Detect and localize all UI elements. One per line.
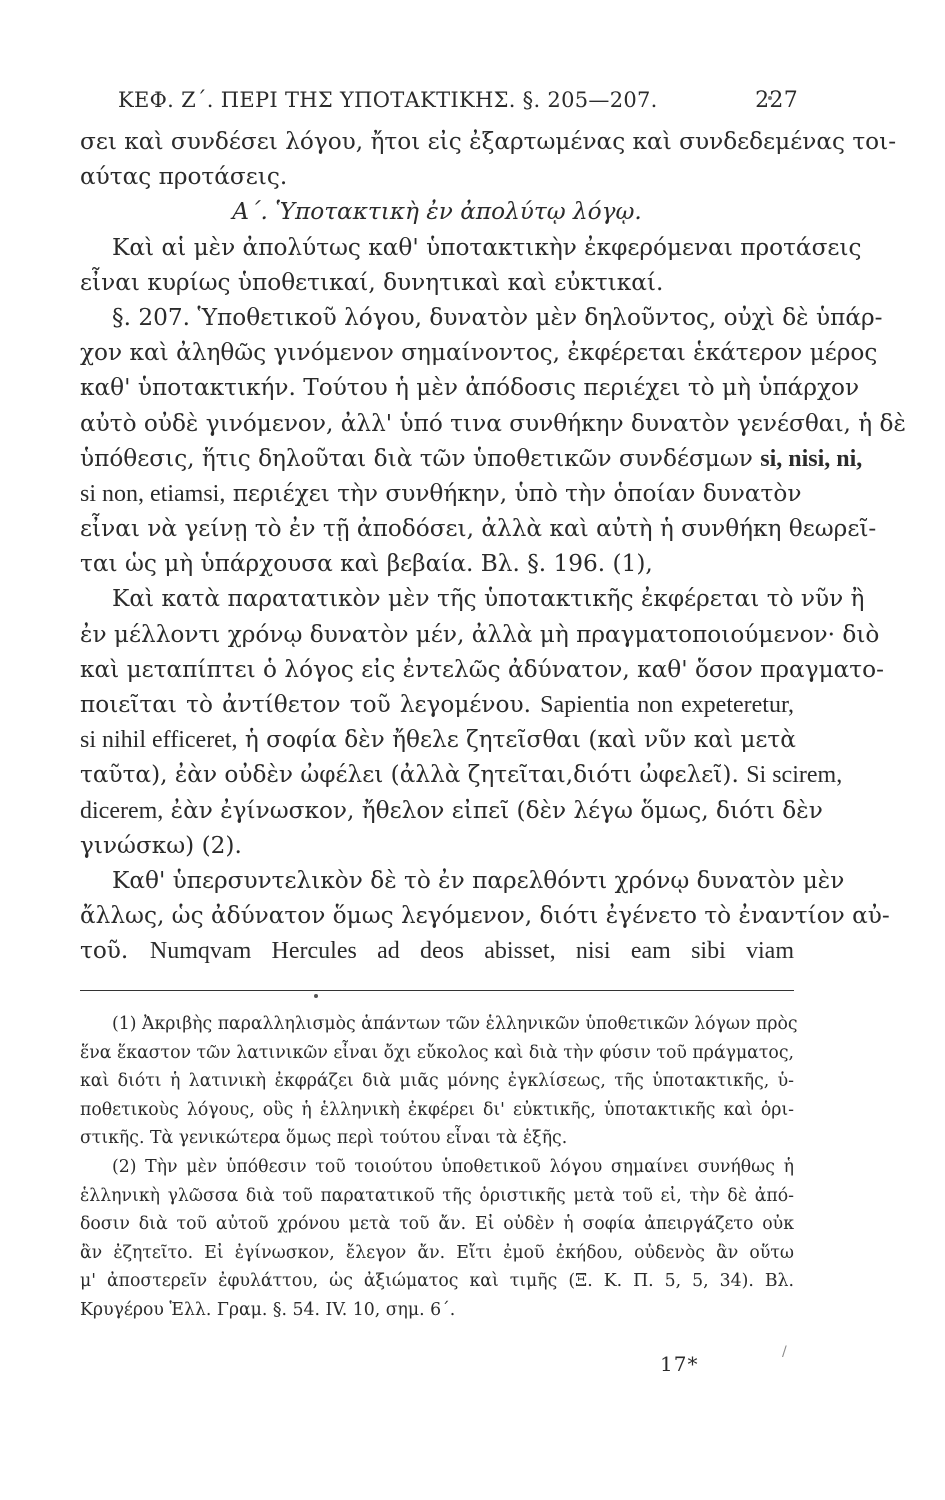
page-number: 227 <box>755 88 798 113</box>
footnote-line: (1) Ἀκριβὴς παραλληλισμὸς ἁπάντων τῶν ἑλληνικῶν ὑποθετικῶν λόγων πρὸς <box>112 1014 798 1034</box>
greek-text: ὑπόθεσις, ἥτις δηλοῦται διὰ τῶν ὑποθετικῶν συνδέσμων <box>80 444 753 472</box>
text-line: αύτας προτάσεις. <box>80 163 288 191</box>
text-line <box>80 722 794 757</box>
text-line <box>80 687 794 722</box>
footnote-line: μ' ἀποστερεῖν ἐφυλάττου, ὡς ἀξιώματος καὶ τιμῆς (Ξ. Κ. Π. 5, 5, 34). Βλ. <box>80 1271 794 1292</box>
text-line <box>80 793 823 828</box>
text-line <box>80 476 802 511</box>
greek-text: περιέχει τὴν συνθήκην, ὑπὸ τὴν ὁποίαν δυνατὸν <box>232 479 802 507</box>
latin-text: Numqvam Hercules ad deos abisset, nisi eam sibi viam <box>149 938 795 965</box>
ink-speck <box>314 994 318 998</box>
signature-mark: 17* <box>660 1352 699 1376</box>
text-line: χον καὶ ἀληθῶς γινόμενον σημαίνοντος, ἐκφέρεται ἑκάτερον μέρος <box>80 339 878 367</box>
latin-text: dicerem, <box>80 797 164 824</box>
latin-text: Sapientia non expeteretur, <box>540 692 795 718</box>
greek-text: ἡ σοφία δὲν ἤθελε ζητεῖσθαι (καὶ νῦν καὶ μετὰ <box>244 726 796 754</box>
text-line: καὶ μεταπίπτει ὁ λόγος εἰς ἐντελῶς ἀδύνατον, καθ' ὅσον πραγματο- <box>80 655 884 683</box>
text-line <box>80 757 843 792</box>
footnote-line: ἑλληνικὴ γλῶσσα διὰ τοῦ παρατατικοῦ τῆς ὁριστικῆς μετὰ τοῦ εἰ, τὴν δὲ ἀπό- <box>80 1185 794 1206</box>
latin-text: si, nisi, ni, <box>760 445 863 472</box>
footnotes <box>80 1010 798 1325</box>
greek-text: ταῦτα), ἐὰν οὐδὲν ὠφέλει (ἀλλὰ ζητεῖται,διότι ὠφελεῖ). <box>80 761 739 789</box>
footnote-line: καὶ διότι ἡ λατινικὴ ἐκφράζει διὰ μιᾶς μόνης ἐγκλίσεως, τῆς ὑποτακτικῆς, ὑ- <box>80 1071 794 1092</box>
text-line: §. 207. Ὑποθετικοῦ λόγου, δυνατὸν μὲν δηλοῦντος, οὐχὶ δὲ ὑπάρ- <box>112 303 883 331</box>
text-line: αὐτὸ οὐδὲ γινόμενον, ἀλλ' ὑπό τινα συνθήκην δυνατὸν γενέσθαι, ἡ δὲ <box>80 409 906 437</box>
text-line: γινώσκω) (2). <box>80 831 242 859</box>
section-heading: Α΄. Ὑποτακτικὴ ἐν ἀπολύτῳ λόγῳ. <box>232 198 642 226</box>
footnote-line: (2) Τὴν μὲν ὑπόθεσιν τοῦ τοιούτου ὑποθετικοῦ λόγου σημαίνει συνήθως ἡ <box>112 1156 794 1177</box>
latin-text: si non, etiamsi, <box>80 480 226 507</box>
text-line <box>80 441 863 476</box>
greek-text: τοῦ. <box>80 937 129 965</box>
text-line: Καὶ κατὰ παρατατικὸν μὲν τῆς ὑποτακτικῆς ἐκφέρεται τὸ νῦν ἢ <box>112 585 865 613</box>
text-line: ἄλλως, ὡς ἀδύνατον ὅμως λεγόμενον, διότι ἐγένετο τὸ ἐναντίον αὐ- <box>80 902 890 930</box>
pencil-mark: / <box>782 1344 787 1360</box>
footnote-divider <box>80 990 794 991</box>
text-line <box>80 933 794 968</box>
text-line: εἶναι κυρίως ὑποθετικαί, δυνητικαὶ καὶ εὐκτικαί. <box>80 268 664 296</box>
text-line: σει καὶ συνδέσει λόγου, ἤτοι εἰς ἐξαρτωμένας καὶ συνδεδεμένας τοι- <box>80 128 897 155</box>
text-line: ἐν μέλλοντι χρόνῳ δυνατὸν μέν, ἀλλὰ μὴ πραγματοποιούμενον· διὸ <box>80 620 880 648</box>
greek-text: ποιεῖται τὸ ἀντίθετον τοῦ λεγομένου. <box>80 691 531 718</box>
text-line: ται ὡς μὴ ὑπάρχουσα καὶ βεβαία. Βλ. §. 196. (1), <box>80 550 653 578</box>
latin-text: Si scirem, <box>746 762 843 789</box>
footnote-line: Κρυγέρου Ἑλλ. Γραμ. §. 54. IV. 10, σημ. 6΄. <box>80 1299 456 1320</box>
text-line: Καθ' ὑπερσυντελικὸν δὲ τὸ ἐν παρελθόντι χρόνῳ δυνατὸν μὲν <box>112 866 845 894</box>
footnote-line: ἂν ἐζητεῖτο. Εἰ ἐγίνωσκον, ἔλεγον ἄν. Εἴτι ἐμοῦ ἐκήδου, οὐδενὸς ἂν οὕτω <box>80 1242 794 1263</box>
text-line: Καὶ αἱ μὲν ἀπολύτως καθ' ὑποτακτικὴν ἐκφερόμεναι προτάσεις <box>112 233 862 261</box>
main-text <box>80 124 906 969</box>
footnote-line: ἕνα ἕκαστον τῶν λατινικῶν εἶναι ὄχι εὔκολος καὶ διὰ τὴν φύσιν τοῦ πράγματος, <box>80 1042 794 1063</box>
footnote-line: δοσιν διὰ τοῦ αὐτοῦ χρόνου μετὰ τοῦ ἄν. Εἰ οὐδὲν ἡ σοφία ἀπειργάζετο οὐκ <box>80 1214 794 1235</box>
running-header <box>118 88 798 118</box>
footnote-line: στικῆς. Τὰ γενικώτερα ὅμως περὶ τούτου εἶναι τὰ ἑξῆς. <box>80 1128 568 1149</box>
latin-text: si nihil efficeret, <box>80 727 238 754</box>
greek-text: ἐὰν ἐγίνωσκον, ἤθελον εἰπεῖ (δὲν λέγω ὅμως, διότι δὲν <box>170 796 823 824</box>
running-title: ΚΕΦ. Ζ΄. ΠΕΡΙ ΤΗΣ ΥΠΟΤΑΚΤΙΚΗΣ. §. 205—207. <box>118 88 658 112</box>
text-line: εἶναι νὰ γείνῃ τὸ ἐν τῇ ἀποδόσει, ἀλλὰ καὶ αὐτὴ ἡ συνθήκη θεωρεῖ- <box>80 515 877 543</box>
footnote-line: ποθετικοὺς λόγους, οὓς ἡ ἑλληνικὴ ἐκφέρει δι' εὐκτικῆς, ὑποτακτικῆς καὶ ὁρι- <box>80 1099 794 1120</box>
text-line: καθ' ὑποτακτικήν. Τούτου ἡ μὲν ἀπόδοσις περιέχει τὸ μὴ ὑπάρχον <box>80 374 860 402</box>
